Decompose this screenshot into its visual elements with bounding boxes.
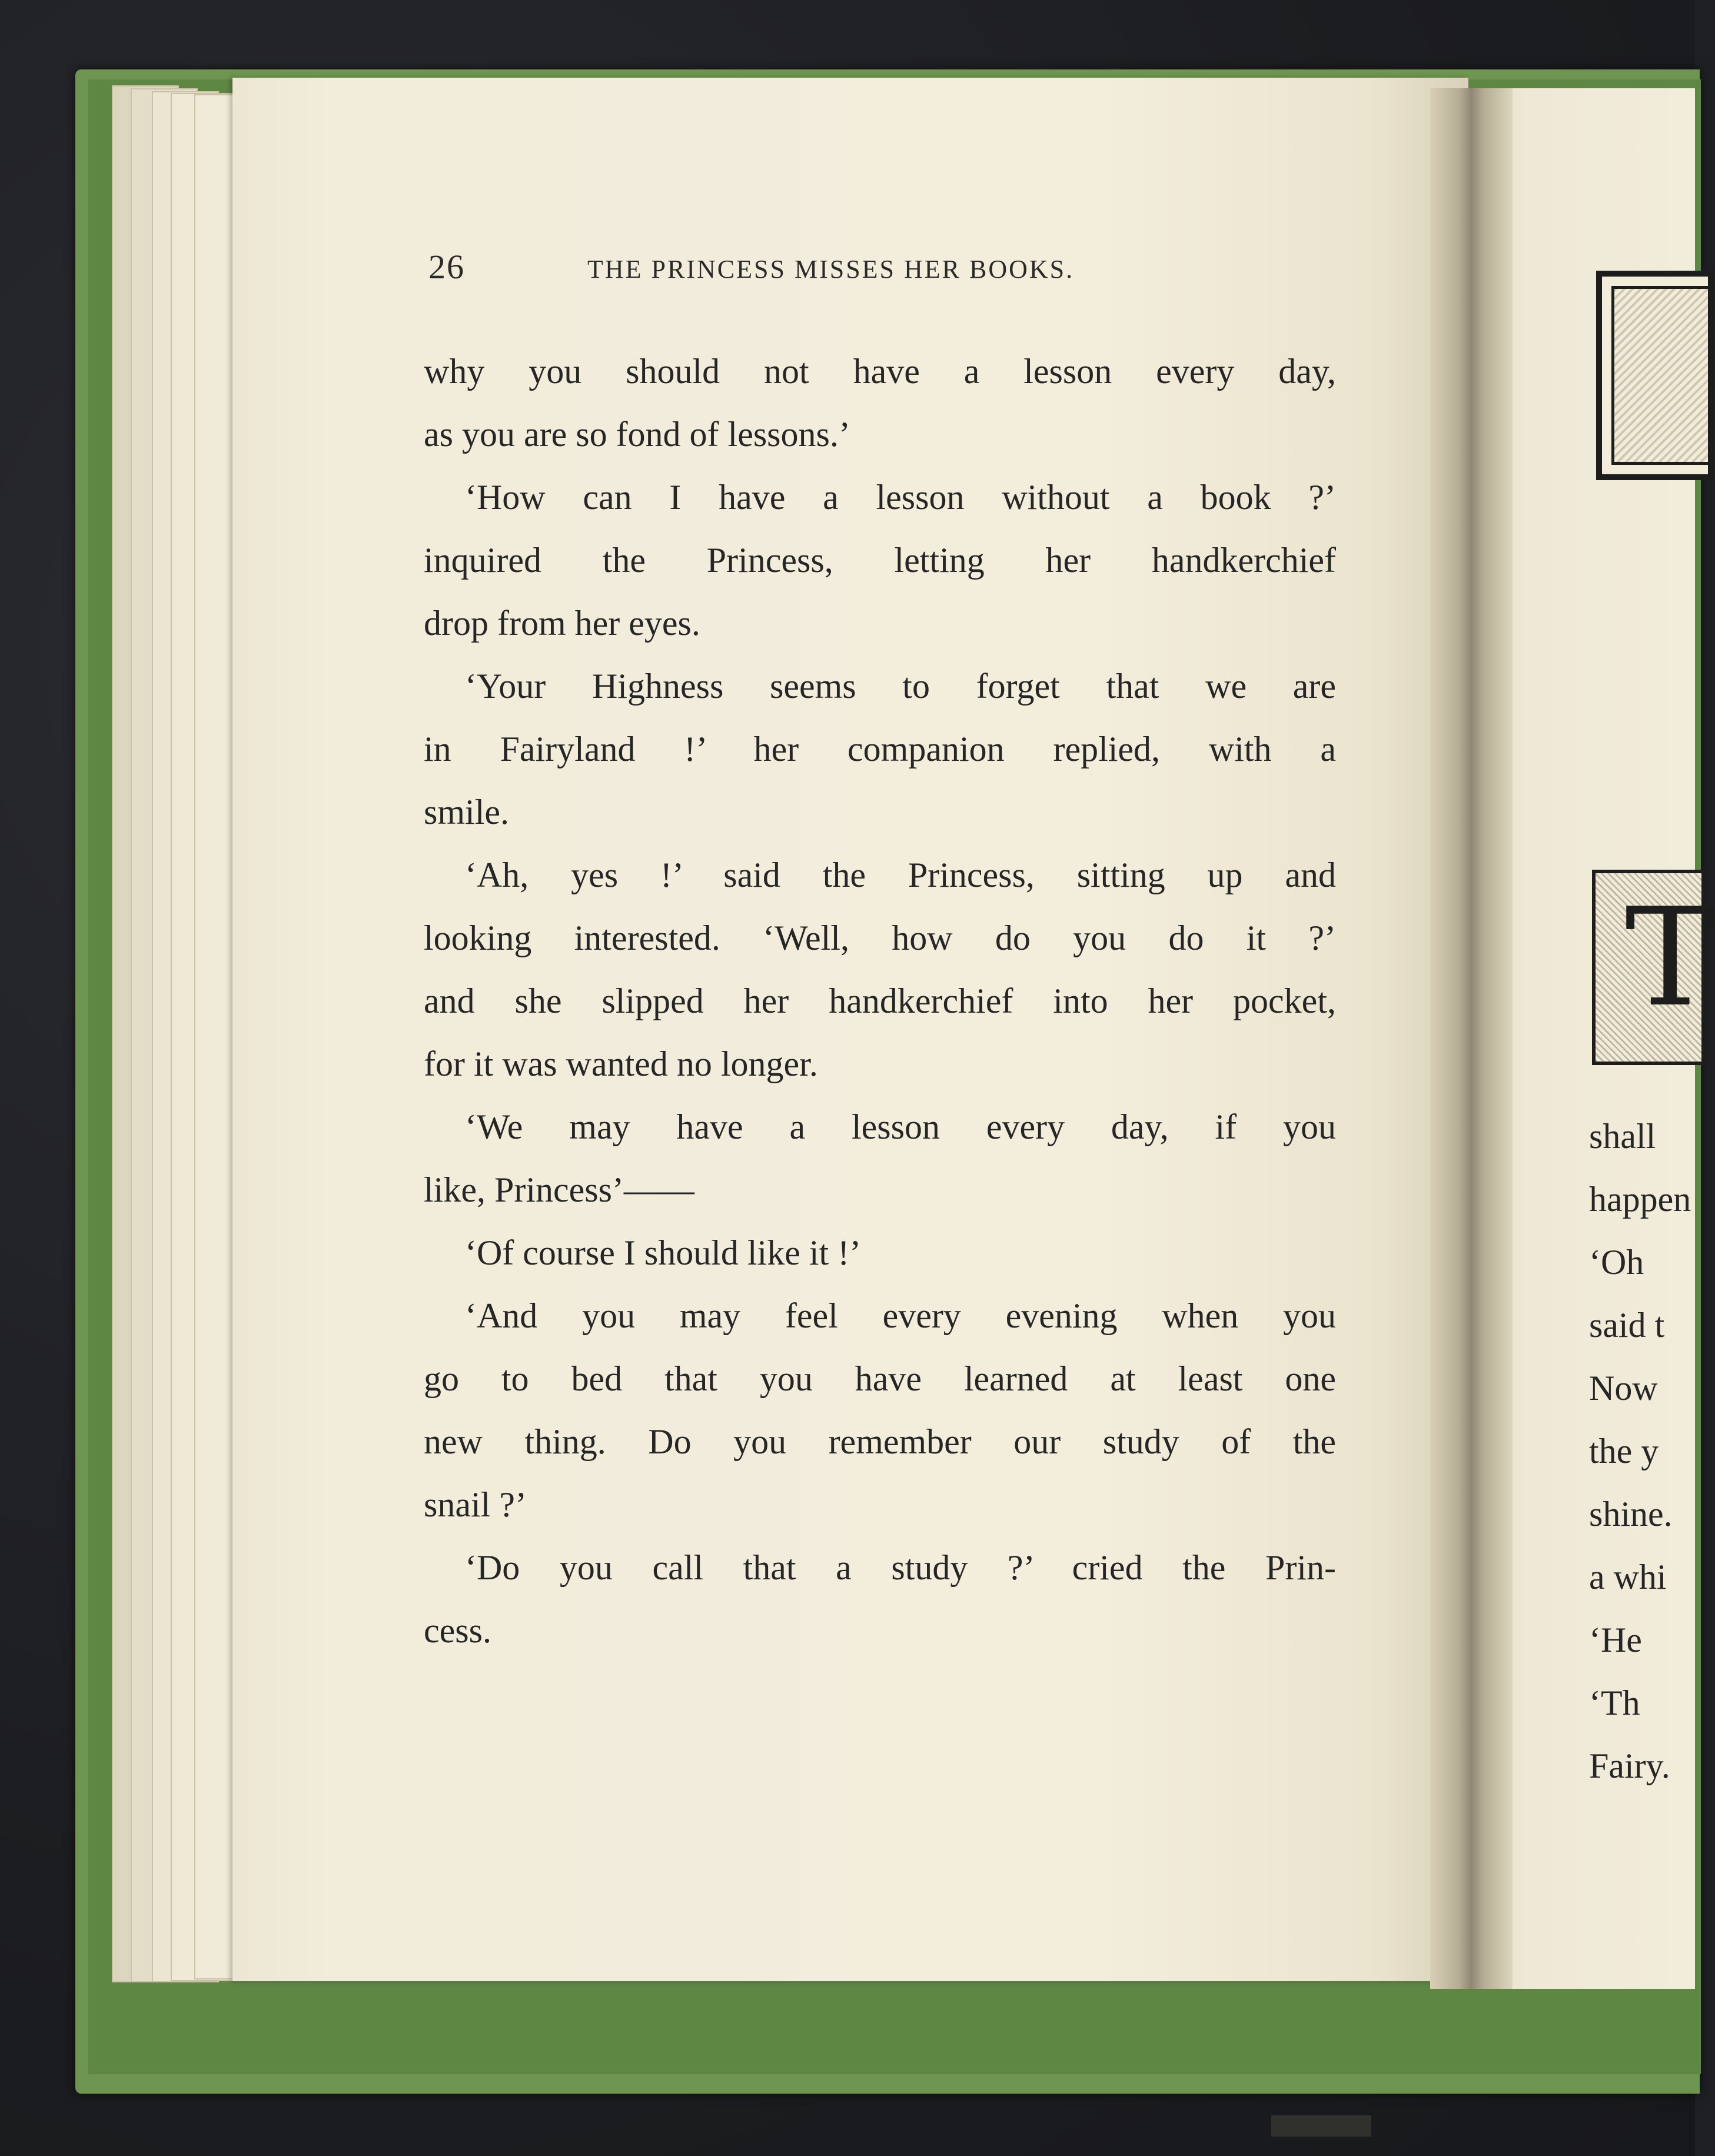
text-line-content: go to bed that you have learned at least one [424,1359,1336,1398]
decorated-initial [1592,870,1715,1065]
text-line [424,1473,1336,1536]
text-line [424,718,1336,781]
running-title: THE PRINCESS MISSES HER BOOKS. [587,255,1075,284]
text-line [424,529,1336,592]
text-line-content: snail ?’ [424,1485,527,1524]
text-line-content: inquired the Princess, letting her handkerchief [424,541,1336,580]
text-line-content: drop from her eyes. [424,604,700,643]
right-page-text [1589,1105,1695,1798]
right-text-line: happen [1589,1180,1691,1219]
text-line-content: smile. [424,793,509,831]
text-line [424,1599,1336,1662]
text-line [424,403,1336,466]
vignette-engraving [1611,286,1708,465]
text-line-content: ‘Ah, yes !’ said the Princess, sitting up and [465,856,1336,894]
text-line [424,844,1336,907]
text-line-content: like, Princess’—— [424,1170,694,1209]
text-line-content: cess. [424,1611,491,1650]
text-line [424,1159,1336,1222]
text-line [424,1033,1336,1096]
text-line-content: ‘Your Highness seems to forget that we are [465,667,1336,706]
text-line-content: why you should not have a lesson every day, [424,352,1336,391]
right-text-line: ‘Th [1589,1683,1640,1722]
text-line [424,592,1336,655]
right-text-line: the y [1589,1432,1659,1470]
right-text-line: said t [1589,1306,1665,1345]
text-line [424,907,1336,970]
right-text-line: a whi [1589,1558,1667,1596]
text-line [424,655,1336,718]
right-text-line: ‘He [1589,1621,1642,1659]
text-line-content: new thing. Do you remember our study of the [424,1422,1336,1461]
text-line-content: for it was wanted no longer. [424,1044,818,1083]
text-line-content: in Fairyland !’ her companion replied, with a [424,730,1336,768]
text-line [424,340,1336,403]
text-line-content: and she slipped her handkerchief into her pocket, [424,981,1336,1020]
body-text [424,340,1336,1662]
right-text-line: shall [1589,1117,1656,1156]
text-line [424,466,1336,529]
right-text-line: Fairy. [1589,1746,1670,1785]
text-line-content: ‘We may have a lesson every day, if you [465,1107,1336,1146]
text-line [424,1222,1336,1285]
text-line [424,1536,1336,1599]
binding-mark [1271,2115,1371,2137]
text-line [424,970,1336,1033]
right-text-line: ‘Oh [1589,1243,1644,1282]
text-line [424,1410,1336,1473]
right-text-line: shine. [1589,1495,1673,1533]
running-head [428,247,1194,294]
text-line-content: as you are so fond of lessons.’ [424,415,850,454]
text-line [424,1096,1336,1159]
right-text-line: Now [1589,1369,1658,1408]
text-line [424,781,1336,844]
text-line-content: ‘Of course I should like it !’ [465,1233,862,1272]
book-gutter [1430,88,1513,1989]
initial-letter: T [1625,880,1715,1037]
text-line-content: ‘Do you call that a study ?’ cried the Prin- [465,1548,1336,1587]
text-line [424,1348,1336,1410]
text-line-content: looking interested. ‘Well, how do you do it ?’ [424,919,1336,957]
page-number: 26 [428,248,465,286]
text-line-content: ‘How can I have a lesson without a book ?’ [465,478,1336,517]
vignette-illustration [1596,271,1714,480]
text-line [424,1285,1336,1348]
text-line-content: ‘And you may feel every evening when you [465,1296,1336,1335]
